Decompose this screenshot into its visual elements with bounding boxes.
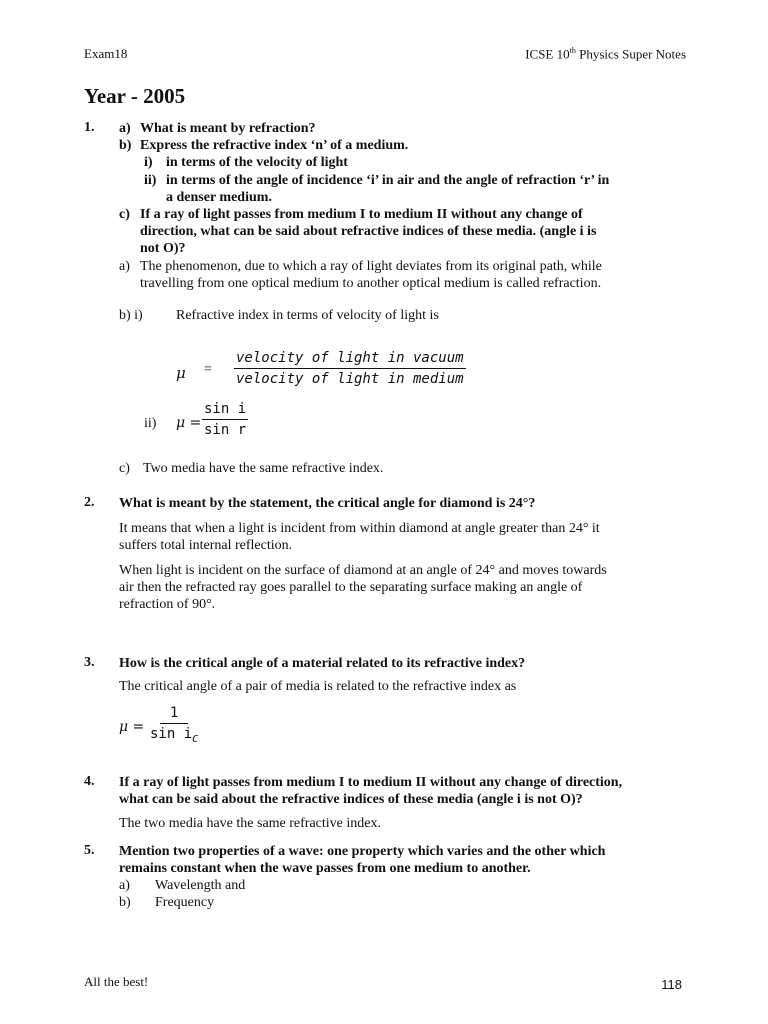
formula2-fraction (202, 401, 248, 438)
q1-bii-label: ii) (144, 173, 157, 188)
q3-number: 3. (84, 655, 95, 670)
q1-bii-text-2: a denser medium. (166, 190, 272, 205)
q5-a-label: a) (119, 878, 130, 893)
q1-ans-a-label: a) (119, 259, 130, 274)
q1-c-text-2: direction, what can be said about refractive indices of these media. (angle i is (140, 224, 597, 239)
q2-p1-line1: It means that when a light is incident from within diamond at angle greater than 24° it (119, 521, 600, 536)
formula2-mu (176, 415, 201, 432)
formula1-equals: = (204, 362, 212, 377)
page-number: 118 (661, 977, 682, 992)
formula1-mu (176, 364, 186, 383)
formula2-mu-symbol: μ = (176, 415, 202, 431)
q4-question-line2: what can be said about the refractive indices of these media (angle i is not O)? (119, 792, 583, 807)
header-right-prefix: ICSE 10 (525, 46, 570, 62)
q1-a-text: What is meant by refraction? (140, 121, 316, 136)
q1-ans-c-label: c) (119, 461, 130, 476)
q3-answer: The critical angle of a pair of media is related to the refractive index as (119, 679, 517, 694)
q5-b-label: b) (119, 895, 131, 910)
page-title: Year - 2005 (84, 84, 186, 108)
formula3-fraction (150, 705, 198, 745)
header-right (525, 46, 686, 62)
q2-question: What is meant by the statement, the critical angle for diamond is 24°? (119, 496, 536, 511)
formula1-fraction (234, 350, 466, 387)
formula3-mu (119, 719, 144, 736)
formula2-numerator: sin i (202, 401, 248, 420)
q2-p2-line2: air then the refracted ray goes parallel to the separating surface making an angle of (119, 580, 583, 595)
formula1-denominator: velocity of light in medium (236, 371, 464, 387)
header-left: Exam18 (84, 46, 128, 61)
q5-number: 5. (84, 843, 95, 858)
formula3-numerator: 1 (160, 705, 188, 724)
header-right-sup: th (569, 46, 576, 55)
formula1-mu-symbol: μ (176, 364, 186, 382)
q3-question: How is the critical angle of a material related to its refractive index? (119, 656, 526, 671)
formula3-denominator: sin i (150, 726, 193, 742)
q5-question-line2: remains constant when the wave passes from one medium to another. (119, 861, 531, 876)
q4-number: 4. (84, 774, 95, 789)
q4-question-line1: If a ray of light passes from medium I to medium II without any change of direction, (119, 775, 623, 790)
formula3-denominator-sub: C (192, 733, 199, 745)
q1-b-label: b) (119, 138, 132, 153)
formula2-denominator: sin r (204, 422, 247, 438)
q1-ans-a-line1: The phenomenon, due to which a ray of light deviates from its original path, while (140, 259, 602, 274)
q1-bi-text: in terms of the velocity of light (166, 155, 348, 170)
q1-ans-a-line2: travelling from one optical medium to another optical medium is called refraction. (140, 276, 602, 291)
formula1-numerator: velocity of light in vacuum (234, 350, 466, 369)
q1-ii-label: ii) (144, 416, 157, 431)
q1-ans-c-text: Two media have the same refractive index. (143, 461, 384, 476)
q2-p2-line1: When light is incident on the surface of diamond at an angle of 24° and moves towards (119, 563, 607, 578)
q4-answer: The two media have the same refractive index. (119, 816, 381, 831)
q1-bii-text-1: in terms of the angle of incidence ‘i’ in air and the angle of refraction ‘r’ in (166, 173, 610, 188)
q1-number: 1. (84, 120, 95, 135)
q1-ans-b-label: b) i) (119, 308, 143, 323)
q2-p2-line3: refraction of 90°. (119, 597, 216, 612)
q1-c-text-1: If a ray of light passes from medium I to medium II without any change of (140, 207, 583, 222)
q1-c-text-3: not O)? (140, 241, 186, 256)
q1-ans-b-text: Refractive index in terms of velocity of light is (176, 308, 439, 323)
formula3-denominator-wrap (150, 724, 198, 745)
footer-note: All the best! (84, 974, 149, 989)
q1-a-label: a) (119, 121, 131, 136)
q5-b-text: Frequency (155, 895, 215, 910)
q2-number: 2. (84, 495, 95, 510)
q2-p1-line2: suffers total internal reflection. (119, 538, 293, 553)
formula3-mu-symbol: μ = (119, 719, 145, 735)
q5-a-text: Wavelength and (155, 878, 246, 893)
q1-c-label: c) (119, 207, 130, 222)
q5-question-line1: Mention two properties of a wave: one property which varies and the other which (119, 844, 606, 859)
q1-bi-label: i) (144, 155, 153, 170)
q1-b-text: Express the refractive index ‘n’ of a medium. (140, 138, 409, 153)
header-right-suffix: Physics Super Notes (575, 46, 686, 62)
